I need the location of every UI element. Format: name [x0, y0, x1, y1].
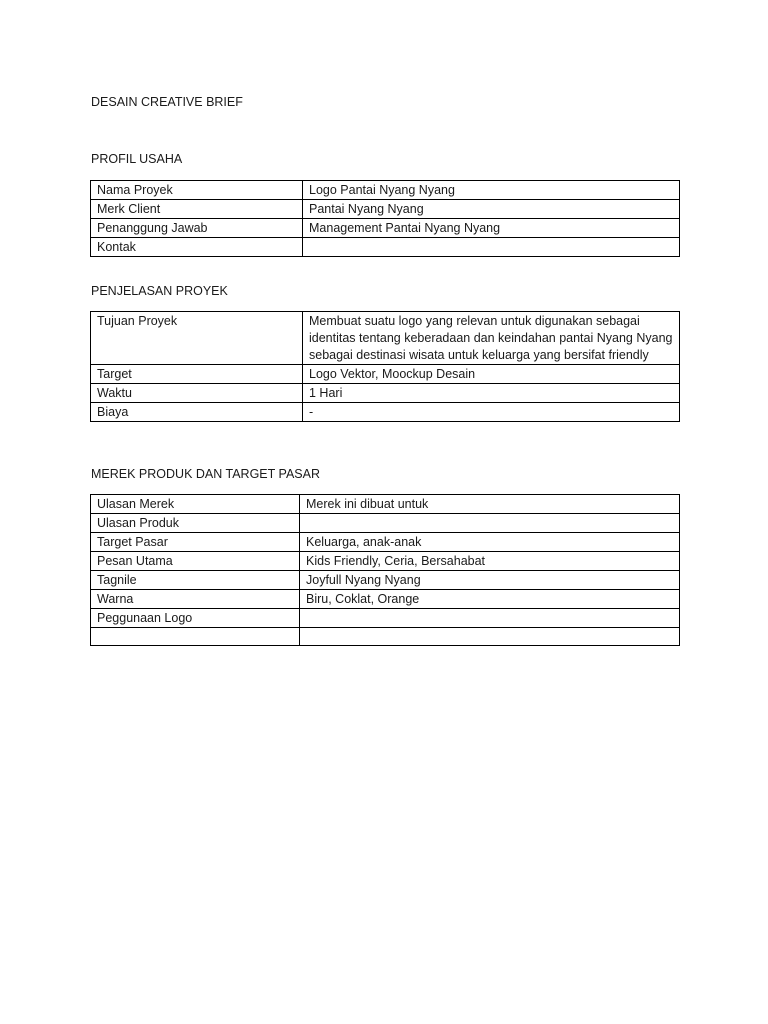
document-title: DESAIN CREATIVE BRIEF: [91, 95, 243, 109]
row-label: Waktu: [91, 384, 303, 403]
table-row: [91, 552, 680, 571]
row-label: Peggunaan Logo: [91, 609, 300, 628]
row-label: Tujuan Proyek: [91, 312, 303, 365]
section-heading-merek-produk: MEREK PRODUK DAN TARGET PASAR: [91, 467, 320, 481]
table-row: [91, 181, 680, 200]
row-value: Membuat suatu logo yang relevan untuk digunakan sebagai identitas tentang keberadaan dan keindahan pantai Nyang Nyang sebagai destinasi wisata untuk keluarga yang bersifat friendly: [303, 312, 680, 365]
table-row: [91, 365, 680, 384]
row-label: Ulasan Produk: [91, 514, 300, 533]
row-value: [303, 238, 680, 257]
row-label: Penanggung Jawab: [91, 219, 303, 238]
table-row: [91, 403, 680, 422]
row-value: Biru, Coklat, Orange: [300, 590, 680, 609]
row-value: [300, 609, 680, 628]
row-value: 1 Hari: [303, 384, 680, 403]
table-row: [91, 533, 680, 552]
table-row: [91, 219, 680, 238]
table-row: [91, 200, 680, 219]
section-heading-penjelasan-proyek: PENJELASAN PROYEK: [91, 284, 228, 298]
row-value: Logo Pantai Nyang Nyang: [303, 181, 680, 200]
row-label: Tagnile: [91, 571, 300, 590]
row-label: Warna: [91, 590, 300, 609]
row-label: Biaya: [91, 403, 303, 422]
row-value: [300, 514, 680, 533]
row-label: Target: [91, 365, 303, 384]
row-label: Nama Proyek: [91, 181, 303, 200]
table-row: [91, 609, 680, 628]
row-value: Joyfull Nyang Nyang: [300, 571, 680, 590]
row-value: -: [303, 403, 680, 422]
table-row: [91, 571, 680, 590]
row-value: Pantai Nyang Nyang: [303, 200, 680, 219]
row-label: Pesan Utama: [91, 552, 300, 571]
row-label: Kontak: [91, 238, 303, 257]
table-row: [91, 590, 680, 609]
table-row: [91, 312, 680, 365]
table-row: [91, 495, 680, 514]
table-merek-produk: [90, 494, 680, 646]
row-value: [300, 628, 680, 646]
row-value: Logo Vektor, Moockup Desain: [303, 365, 680, 384]
row-value: Management Pantai Nyang Nyang: [303, 219, 680, 238]
table-row: [91, 628, 680, 646]
table-row: [91, 514, 680, 533]
table-profil-usaha: [90, 180, 680, 257]
table-penjelasan-proyek: [90, 311, 680, 422]
row-value: Keluarga, anak-anak: [300, 533, 680, 552]
row-label: Target Pasar: [91, 533, 300, 552]
row-label: Ulasan Merek: [91, 495, 300, 514]
row-value: Kids Friendly, Ceria, Bersahabat: [300, 552, 680, 571]
row-label: [91, 628, 300, 646]
section-heading-profil-usaha: PROFIL USAHA: [91, 152, 183, 166]
table-row: [91, 384, 680, 403]
row-label: Merk Client: [91, 200, 303, 219]
table-row: [91, 238, 680, 257]
row-value: Merek ini dibuat untuk: [300, 495, 680, 514]
